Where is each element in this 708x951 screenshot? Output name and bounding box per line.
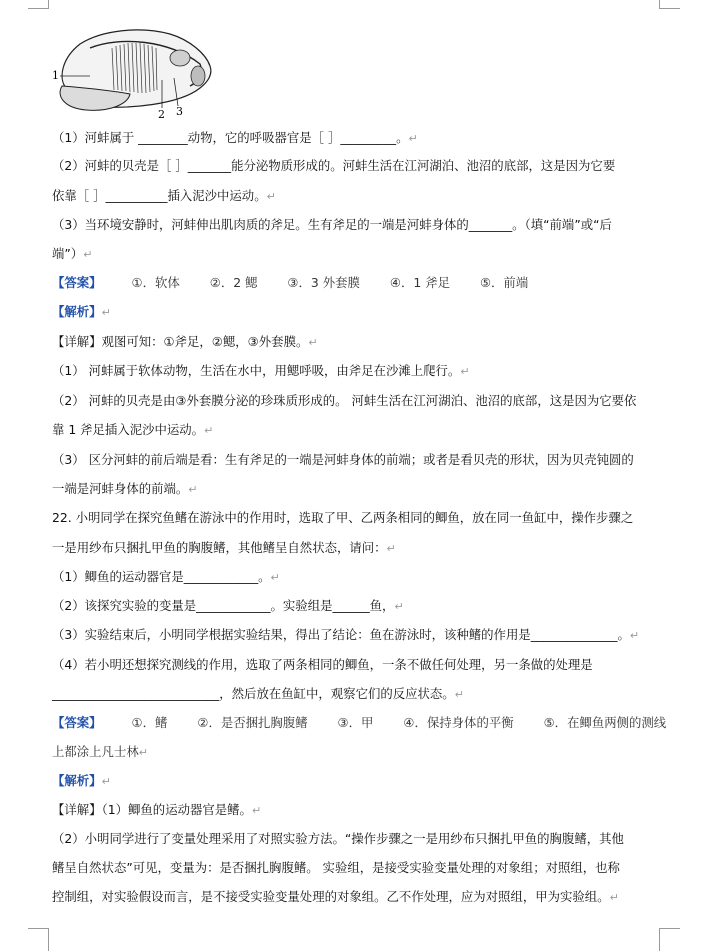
answer-2-item-4: ④．保持身体的平衡: [403, 715, 514, 730]
question-2-line-2: 依靠［ ］__________插入泥沙中运动。↵: [52, 188, 276, 203]
question-22-line-2: 一是用纱布只捆扎甲鱼的胸腹鳍，其他鳍呈自然状态，请问：↵: [52, 540, 396, 555]
answer-2-item-5: ⑤．在鲫鱼两侧的测线: [543, 715, 667, 730]
analysis-heading-2: 【解析】↵: [52, 773, 111, 788]
answer-block-2: 【答案】 ①．鳍 ②．是否捆扎胸腹鳍 ③．甲 ④．保持身体的平衡 ⑤．在鲫鱼两侧的测线: [52, 715, 667, 730]
crop-mark-bottom-right: [659, 928, 680, 951]
answer-1-item-1: ①．软体: [131, 275, 180, 290]
question-1: （1）河蚌属于 ________动物，它的呼吸器官是［ ］_________。↵: [52, 130, 418, 145]
sub-question-3: （3）实验结束后，小明同学根据实验结果，得出了结论：鱼在游泳时，该种鳍的作用是______________。↵: [52, 627, 640, 642]
answer-block-2-continued: 上都涂上凡士林↵: [52, 744, 148, 759]
figure-label-1: 1: [52, 69, 59, 82]
answer-1-item-2: ②．2 鳃: [209, 275, 258, 290]
sub-question-2: （2）该探究实验的变量是____________。实验组是______鱼，↵: [52, 598, 404, 613]
analysis-heading-1: 【解析】↵: [52, 304, 111, 319]
crop-mark-top-left: [28, 0, 49, 9]
crop-mark-top-right: [659, 0, 680, 9]
detail-heading-2: 【详解】（1）鲫鱼的运动器官是鳍。↵: [52, 802, 262, 817]
question-3-line-2: 端”）↵: [52, 246, 93, 261]
detail-1-item-3-line-1: （3） 区分河蚌的前后端是看：生有斧足的一端是河蚌身体的前端；或者是看贝壳的形状，因为贝壳钝圆的: [52, 452, 634, 467]
sub-question-4-line-2: ___________________________，然后放在鱼缸中，观察它们的反应状态。↵: [52, 686, 464, 701]
answer-2-item-1: ①．鳍: [131, 715, 168, 730]
detail-2-line-2: 鳍呈自然状态”可见，变量为：是否捆扎胸腹鳍。 实验组，是接受实验变量处理的对象组；对照组，也称: [52, 860, 620, 875]
answer-2-item-3: ③．甲: [337, 715, 374, 730]
sub-question-4-line-1: （4）若小明还想探究测线的作用，选取了两条相同的鲫鱼，一条不做任何处理，另一条做的处理是: [52, 657, 593, 672]
detail-heading-1: 【详解】观图可知：①斧足，②鳃，③外套膜。↵: [52, 334, 318, 349]
detail-1-item-1: （1） 河蚌属于软体动物，生活在水中，用鳃呼吸，由斧足在沙滩上爬行。↵: [52, 363, 470, 378]
sub-question-1: （1）鲫鱼的运动器官是____________。↵: [52, 569, 280, 584]
question-22-line-1: 22. 小明同学在探究鱼鳍在游泳中的作用时，选取了甲、乙两条相同的鲫鱼，放在同一鱼缸中，操作步骤之: [52, 510, 634, 525]
question-3-line-1: （3）当环境安静时，河蚌伸出肌肉质的斧足。生有斧足的一端是河蚌身体的_______。（填“前端”或“后: [52, 217, 612, 232]
figure-label-2: 2: [158, 108, 165, 118]
detail-1-item-2-line-2: 靠 1 斧足插入泥沙中运动。↵: [52, 422, 214, 437]
answer-1-item-3: ③．3 外套膜: [287, 275, 360, 290]
answer-1-item-5: ⑤．前端: [479, 275, 529, 290]
detail-2-line-1: （2）小明同学进行了变量处理采用了对照实验方法。“操作步骤之一是用纱布只捆扎甲鱼的胸腹鳍，其他: [52, 831, 624, 846]
detail-1-item-3-line-2: 一端是河蚌身体的前端。↵: [52, 481, 198, 496]
figure-label-3: 3: [176, 105, 183, 118]
detail-1-item-2-line-1: （2） 河蚌的贝壳是由③外套膜分泌的珍珠质形成的。 河蚌生活在江河湖泊、池沼的底部，这是因为它要依: [52, 393, 637, 408]
answer-1-item-4: ④．1 斧足: [389, 275, 450, 290]
detail-2-line-3: 控制组，对实验假设而言，是不接受实验变量处理的对象组。乙不作处理，应为对照组，甲为实验组。↵: [52, 889, 619, 904]
mussel-diagram: [50, 18, 220, 118]
crop-mark-bottom-left: [28, 928, 49, 951]
answer-2-item-2: ②．是否捆扎胸腹鳍: [197, 715, 308, 730]
answer-block-1: 【答案】 ①．软体 ②．2 鳃 ③．3 外套膜 ④．1 斧足 ⑤．前端: [52, 275, 529, 290]
question-2-line-1: （2）河蚌的贝壳是［ ］_______能分泌物质形成的。河蚌生活在江河湖泊、池沼的底部，这是因为它要: [52, 158, 616, 173]
